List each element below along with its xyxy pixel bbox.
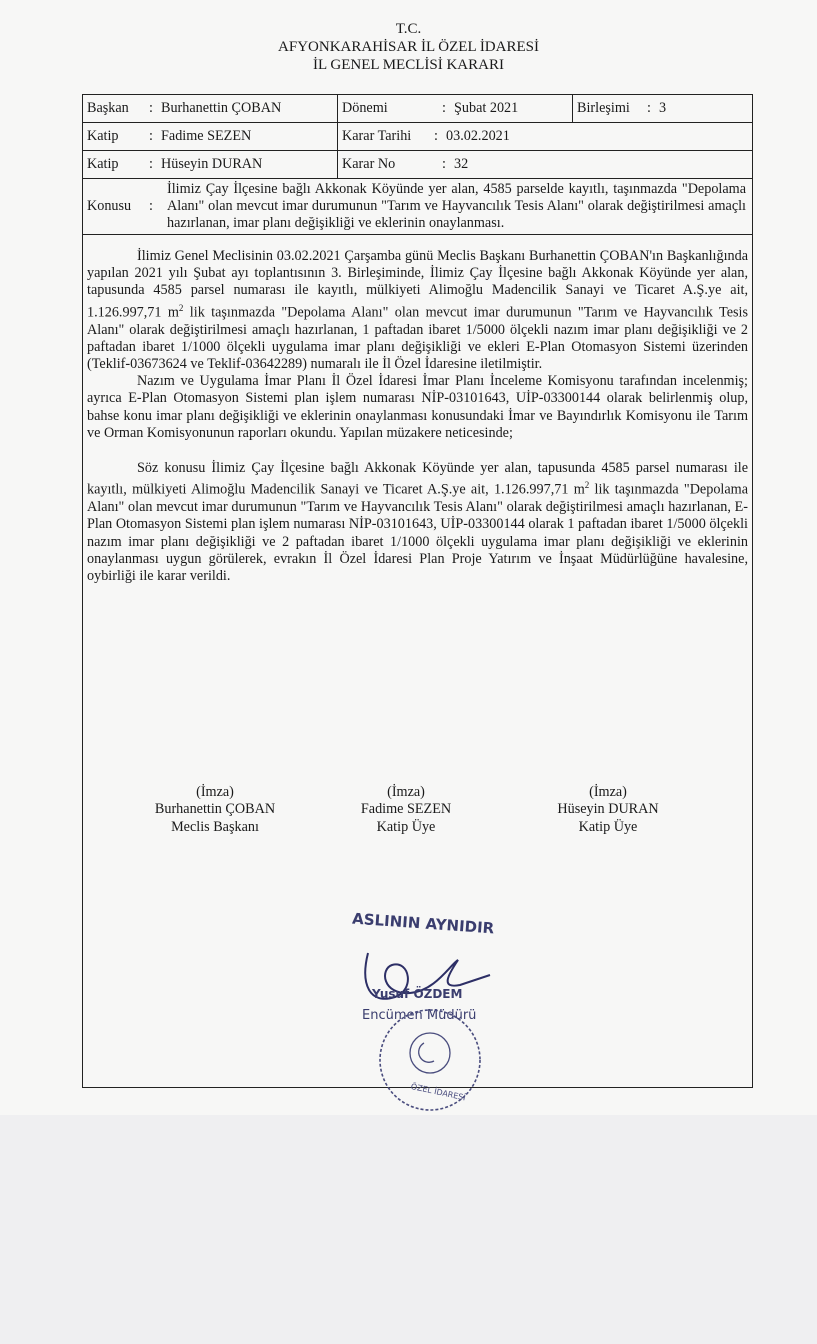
konusu-row: Konusu : İlimiz Çay İlçesine bağlı Akkonak Köyünde yer alan, 4585 parselde kayıtlı, taşınmazda "Depolama Alanı" olan mevcut imar durumunun "Tarım ve Hayvancılık Tesis Alanı" olarak değiştirilmesi amaçlı hazırlanan, imar planı değişikliği ve eklerinin onaylanması.: [83, 179, 752, 235]
svg-text:ÖZEL İDARESİ: ÖZEL İDARESİ: [410, 1081, 467, 1103]
info-row-2: Katip : Fadime SEZEN Karar Tarihi : 03.02.2021: [83, 123, 752, 151]
signature-katip1: (İmza) Fadime SEZEN Katip Üye: [336, 784, 476, 836]
signature-name: Hüseyin DURAN: [557, 801, 659, 818]
info-table: [83, 95, 752, 235]
donemi-value: Şubat 2021: [454, 100, 519, 116]
paragraph-3: Söz konusu İlimiz Çay İlçesine bağlı Akkonak Köyünde yer alan, tapusunda 4585 parsel numarası ile kayıtlı, mülkiyeti Alimoğlu Madencilik Sanayi ve Ticaret A.Ş.ye ait, 1.126.997,71 $m^2$ lik taşınmazda "Depolama Alanı" olan mevcut imar durumunun "Tarım ve Hayvancılık Tesis Alanı" olarak değiştirilmesi amaçlı hazırlanan, E-Plan Otomasyon Sistemi plan işlem numarası NİP-03101643, UİP-03300144 olarak 1 paftadan ibaret 1/5000 ölçekli nazım imar planı değişikliği ve 2 paftadan ibaret 1/1000 ölçekli uygulama imar planı değişikliği ve eklerinin onaylanması uygun görülerek, evrakın İl Özel İdaresi Plan Proje Yatırım ve İnşaat Müdürlüğüne havalesine, oybirliği ile karar verildi.: [87, 459, 748, 584]
stamp-title: Encümen Müdürü: [362, 1008, 477, 1023]
stamp-inner-ring: [410, 1033, 450, 1073]
baskan-value: Burhanettin ÇOBAN: [161, 100, 282, 116]
signature-role: Katip Üye: [376, 818, 436, 835]
katip1-label: Katip: [87, 128, 119, 144]
konusu-label: Konusu: [87, 198, 132, 214]
signature-name: Burhanettin ÇOBAN: [154, 801, 276, 818]
birlesimi-label: Birleşimi: [577, 100, 630, 116]
paragraph-2: Nazım ve Uygulama İmar Planı İl Özel İdaresi İmar Planı İnceleme Komisyonu tarafından incelenmiş; ayrıca E-Plan Otomasyon Sistemi plan işlem numarası NİP-03101643, UİP-03300144 olarak belirlenmiş olup, bahse konu imar planı değişikliği ve eklerinin onaylanması konusundaki İmar ve Bayındırlık Komisyonu ile Tarım ve Orman Komisyonunun raporları okundu. Yapılan müzakere neticesinde;: [87, 373, 748, 441]
karar-tarihi-value: 03.02.2021: [446, 128, 510, 144]
info-row-1: Başkan : Burhanettin ÇOBAN Dönemi : Şubat 2021 Birleşimi : 3: [83, 95, 752, 123]
signature-name: Fadime SEZEN: [360, 801, 452, 818]
signature-baskan: (İmza) Burhanettin ÇOBAN Meclis Başkanı: [140, 784, 290, 836]
katip1-value: Fadime SEZEN: [161, 128, 252, 144]
signature-role: Meclis Başkanı: [171, 818, 259, 835]
karar-tarihi-label: Karar Tarihi: [342, 128, 412, 144]
karar-no-label: Karar No: [342, 156, 396, 172]
birlesimi-value: 3: [659, 100, 667, 116]
baskan-label: Başkan: [87, 100, 129, 116]
stamp-aslinin-text: ASLININ AYNIDIR: [351, 909, 495, 938]
signature-katip2: (İmza) Hüseyin DURAN Katip Üye: [538, 784, 678, 836]
katip2-label: Katip: [87, 156, 119, 172]
document-header: [0, 20, 817, 74]
paragraph-1: İlimiz Genel Meclisinin 03.02.2021 Çarşamba günü Meclis Başkanı Burhanettin ÇOBAN'ın Başkanlığında yapılan 2021 yılı Şubat ayı toplantısının 3. Birleşiminde, İlimiz Çay İlçesine bağlı Akkonak Köyünde yer alan, tapusunda 4585 parsel numarası ile kayıtlı, mülkiyeti Alimoğlu Madencilik Sanayi ve Ticaret A.Ş.ye ait, 1.126.997,71 $m^2$ lik taşınmazda "Depolama Alanı" olan mevcut imar durumunun "Tarım ve Hayvancılık Tesis Alanı" olarak değiştirilmesi amaçlı hazırlanan, 1 paftadan ibaret 1/5000 ölçekli nazım imar planı değişikliği ve 2 paftadan ibaret 1/1000 ölçekli uygulama imar planı değişikliği ve ekleri E-Plan Otomasyon Sistemi üzerinden (Teklif-03673624 ve Teklif-03642289) numaralı ile İl Özel İdaresine iletilmiştir.: [87, 248, 748, 372]
info-row-3: Katip : Hüseyin DURAN Karar No : 32: [83, 151, 752, 179]
crescent-icon: [419, 1043, 434, 1062]
donemi-label: Dönemi: [342, 100, 388, 116]
konusu-text: İlimiz Çay İlçesine bağlı Akkonak Köyünde yer alan, 4585 parselde kayıtlı, taşınmazda "Depolama Alanı" olan mevcut imar durumunun "Tarım ve Hayvancılık Tesis Alanı" olarak değiştirilmesi amaçlı hazırlanan, imar planı değişikliği ve eklerinin onaylanması.: [167, 181, 746, 231]
katip2-value: Hüseyin DURAN: [161, 156, 263, 172]
karar-no-value: 32: [454, 156, 469, 172]
stamp-name: Yusuf ÖZDEM: [372, 987, 463, 1001]
decision-body: [82, 248, 753, 585]
signature-role: Katip Üye: [578, 818, 638, 835]
header-tc: T.C.: [395, 21, 422, 37]
header-title: İL GENEL MECLİSİ KARARI: [313, 57, 504, 73]
header-institution: AFYONKARAHİSAR İL ÖZEL İDARESİ: [278, 39, 539, 55]
official-stamp: [340, 905, 520, 1115]
